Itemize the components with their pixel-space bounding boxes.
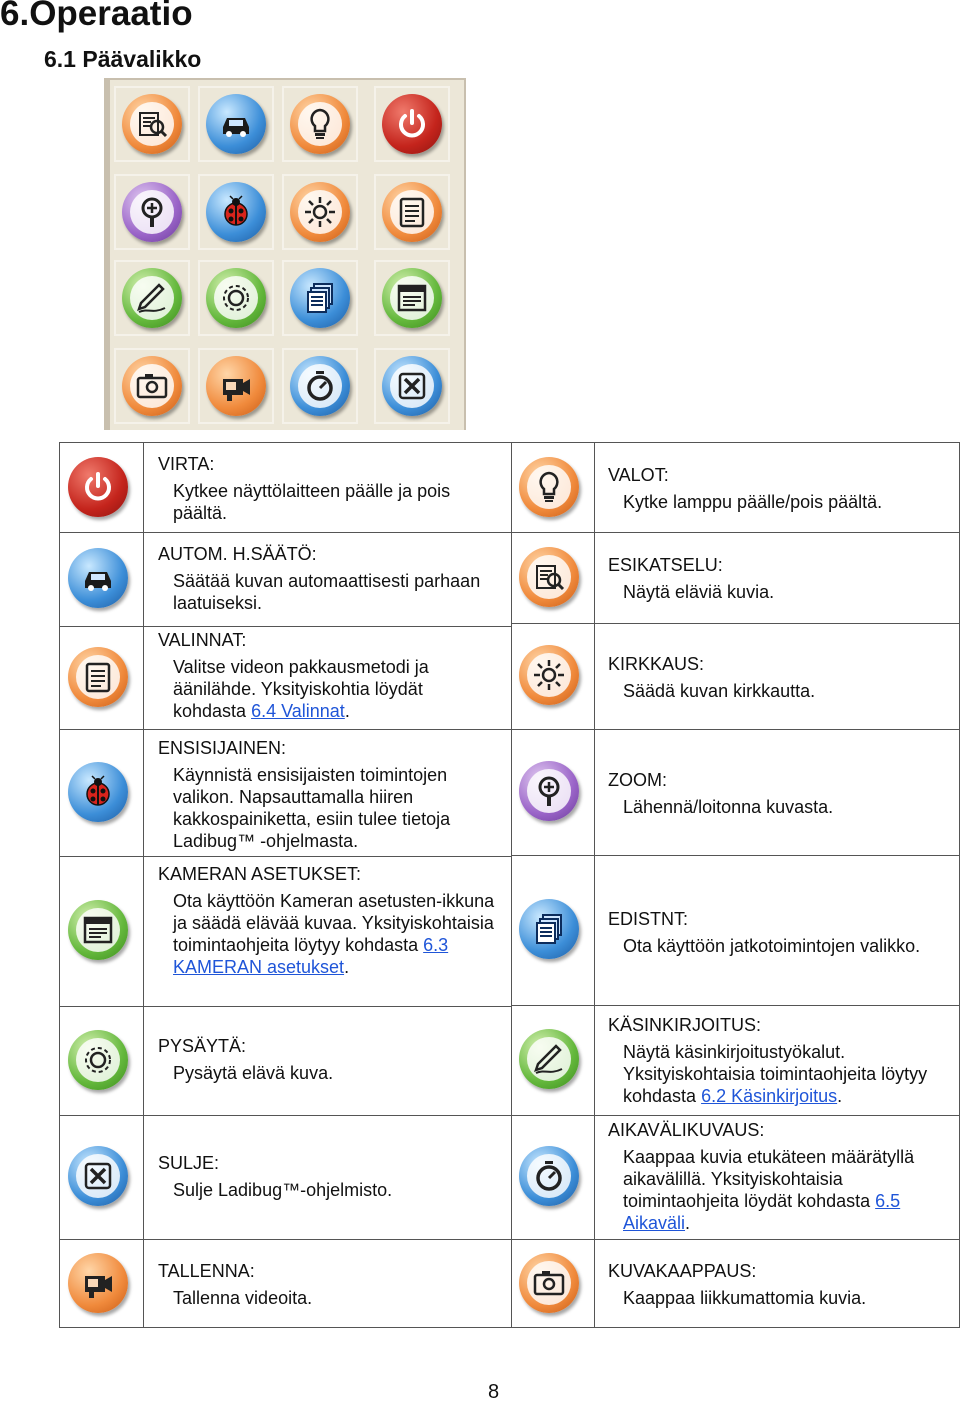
function-description xyxy=(158,890,498,978)
table-row-divider xyxy=(511,855,960,856)
function-entry xyxy=(158,863,498,978)
function-entry xyxy=(608,769,958,818)
video-camera-icon xyxy=(68,1253,128,1313)
function-title: KIRKKAUS: xyxy=(608,654,705,674)
table-row-divider xyxy=(60,1006,511,1007)
chapter-heading: 6.Operaatio xyxy=(0,0,193,33)
table-row-divider xyxy=(60,1115,511,1116)
brightness-icon xyxy=(290,182,350,242)
function-entry xyxy=(158,629,498,722)
ladybug-icon xyxy=(206,182,266,242)
palette-button[interactable] xyxy=(198,348,274,424)
layers-icon xyxy=(519,899,579,959)
function-title: ESIKATSELU: xyxy=(608,555,723,575)
close-icon xyxy=(382,356,442,416)
video-camera-icon xyxy=(206,356,266,416)
gear-icon xyxy=(206,268,266,328)
zoom-icon xyxy=(122,182,182,242)
page-number: 8 xyxy=(488,1381,500,1403)
function-entry xyxy=(608,653,958,702)
function-description xyxy=(158,1179,498,1201)
description-text: Säädä kuvan kirkkautta. xyxy=(623,681,816,701)
function-description xyxy=(608,491,958,513)
function-entry xyxy=(158,453,498,524)
table-row-divider xyxy=(60,626,511,627)
pen-icon xyxy=(122,268,182,328)
function-title: AUTOM. H.SÄÄTÖ: xyxy=(158,544,317,564)
section-link[interactable]: 6.2 Käsinkirjoitus xyxy=(701,1086,838,1106)
settings-list-icon xyxy=(68,647,128,707)
palette-button[interactable] xyxy=(282,348,358,424)
function-title: VALINNAT: xyxy=(158,630,247,650)
description-text: Ota käyttöön Kameran asetusten-ikkuna ja säädä elävää kuvaa. Yksityiskohtaisia toimintaohjeita löytyy kohdasta xyxy=(173,891,495,955)
car-icon xyxy=(68,548,128,608)
section-link[interactable]: 6.5 Aikaväli xyxy=(623,1191,901,1233)
function-entry xyxy=(608,554,958,603)
close-icon xyxy=(68,1146,128,1206)
description-text: Kytkee näyttölaitteen päälle ja pois päältä. xyxy=(173,481,451,523)
table-divider xyxy=(143,443,144,1327)
palette-button[interactable] xyxy=(114,260,190,336)
function-entry xyxy=(158,1035,498,1084)
camera-settings-icon xyxy=(382,268,442,328)
description-end: . xyxy=(685,1213,691,1233)
main-menu-palette xyxy=(104,78,466,430)
function-entry xyxy=(608,1119,958,1234)
description-end: . xyxy=(837,1086,843,1106)
description-text: Sulje Ladibug™-ohjelmisto. xyxy=(173,1180,393,1200)
description-end: . xyxy=(344,957,350,977)
description-end: . xyxy=(344,701,350,721)
palette-button[interactable] xyxy=(114,174,190,250)
car-icon xyxy=(206,94,266,154)
lightbulb-icon xyxy=(519,457,579,517)
function-title: EDISTNT: xyxy=(608,909,689,929)
power-icon xyxy=(382,94,442,154)
zoom-icon xyxy=(519,761,579,821)
palette-button[interactable] xyxy=(282,174,358,250)
preview-icon xyxy=(122,94,182,154)
timer-icon xyxy=(290,356,350,416)
function-description xyxy=(158,480,498,524)
ladybug-icon xyxy=(68,762,128,822)
table-row-divider xyxy=(60,856,511,857)
description-text: Kaappaa liikkumattomia kuvia. xyxy=(623,1288,867,1308)
function-title: ZOOM: xyxy=(608,770,667,790)
function-title: ENSISIJAINEN: xyxy=(158,738,287,758)
palette-button[interactable] xyxy=(374,86,450,162)
function-description xyxy=(158,656,498,722)
palette-button[interactable] xyxy=(282,260,358,336)
section-heading: 6.1 Päävalikko xyxy=(44,46,202,72)
function-entry xyxy=(608,464,958,513)
settings-list-icon xyxy=(382,182,442,242)
function-description xyxy=(158,570,498,614)
function-entry xyxy=(608,1260,958,1309)
function-entry xyxy=(158,1260,498,1309)
table-row-divider xyxy=(60,1239,511,1240)
pen-icon xyxy=(519,1029,579,1089)
function-table xyxy=(59,442,960,1328)
function-entry xyxy=(608,908,958,957)
function-entry xyxy=(158,1152,498,1201)
description-text: Näytä eläviä kuvia. xyxy=(623,582,775,602)
function-entry xyxy=(608,1014,958,1107)
table-row-divider xyxy=(60,532,511,533)
palette-button[interactable] xyxy=(374,260,450,336)
function-title: KAMERAN ASETUKSET: xyxy=(158,864,362,884)
table-row-divider xyxy=(60,729,511,730)
description-text: Käynnistä ensisijaisten toimintojen valikon. Napsauttamalla hiiren kakkospainiketta, esiin tulee tietoja Ladibug™ -ohjelmasta. xyxy=(173,765,451,851)
description-text: Näytä käsinkirjoitustyökalut. Yksityiskohtaisia toimintaohjeita löytyy kohdasta xyxy=(623,1042,928,1106)
function-title: KUVAKAAPPAUS: xyxy=(608,1261,757,1281)
function-description xyxy=(608,796,958,818)
table-row-divider xyxy=(511,1005,960,1006)
function-description xyxy=(608,680,958,702)
timer-icon xyxy=(519,1146,579,1206)
palette-button[interactable] xyxy=(198,174,274,250)
function-description xyxy=(608,581,958,603)
description-text: Tallenna videoita. xyxy=(173,1288,313,1308)
palette-button[interactable] xyxy=(198,260,274,336)
description-text: Kytke lamppu päälle/pois päältä. xyxy=(623,492,883,512)
function-description xyxy=(158,1062,498,1084)
table-row-divider xyxy=(511,623,960,624)
function-title: VIRTA: xyxy=(158,454,215,474)
palette-button[interactable] xyxy=(374,174,450,250)
function-description xyxy=(608,1287,958,1309)
description-text: Lähennä/loitonna kuvasta. xyxy=(623,797,834,817)
layers-icon xyxy=(290,268,350,328)
snapshot-icon xyxy=(122,356,182,416)
description-text: Kaappaa kuvia etukäteen määrätyllä aikavälillä. Yksityiskohtaisia toimintaohjeita löydät kohdasta xyxy=(623,1147,915,1211)
gear-icon xyxy=(68,1030,128,1090)
table-row-divider xyxy=(511,532,960,533)
description-text: Pysäytä elävä kuva. xyxy=(173,1063,334,1083)
table-divider xyxy=(511,443,512,1327)
function-entry xyxy=(158,737,498,852)
function-title: PYSÄYTÄ: xyxy=(158,1036,247,1056)
description-text: Valitse videon pakkausmetodi ja äänilähde. Yksityiskohtia löydät kohdasta xyxy=(173,657,429,721)
function-description xyxy=(158,1287,498,1309)
function-description xyxy=(608,935,958,957)
palette-button[interactable] xyxy=(374,348,450,424)
section-link[interactable]: 6.3 KAMERAN asetukset xyxy=(173,935,449,977)
description-text: Ota käyttöön jatkotoimintojen valikko. xyxy=(623,936,921,956)
camera-settings-icon xyxy=(68,900,128,960)
function-title: TALLENNA: xyxy=(158,1261,255,1281)
description-text: Säätää kuvan automaattisesti parhaan laatuiseksi. xyxy=(173,571,481,613)
function-entry xyxy=(158,543,498,614)
function-description xyxy=(158,764,498,852)
function-title: AIKAVÄLIKUVAUS: xyxy=(608,1120,765,1140)
palette-button[interactable] xyxy=(114,348,190,424)
table-divider xyxy=(594,443,595,1327)
palette-button[interactable] xyxy=(114,86,190,162)
function-description xyxy=(608,1146,958,1234)
section-link[interactable]: 6.4 Valinnat xyxy=(251,701,345,721)
function-title: VALOT: xyxy=(608,465,669,485)
palette-button[interactable] xyxy=(282,86,358,162)
table-row-divider xyxy=(511,729,960,730)
lightbulb-icon xyxy=(290,94,350,154)
function-title: SULJE: xyxy=(158,1153,220,1173)
palette-button[interactable] xyxy=(198,86,274,162)
table-row-divider xyxy=(511,1239,960,1240)
table-row-divider xyxy=(511,1115,960,1116)
power-icon xyxy=(68,457,128,517)
snapshot-icon xyxy=(519,1253,579,1313)
function-description xyxy=(608,1041,958,1107)
function-title: KÄSINKIRJOITUS: xyxy=(608,1015,762,1035)
preview-icon xyxy=(519,547,579,607)
brightness-icon xyxy=(519,645,579,705)
